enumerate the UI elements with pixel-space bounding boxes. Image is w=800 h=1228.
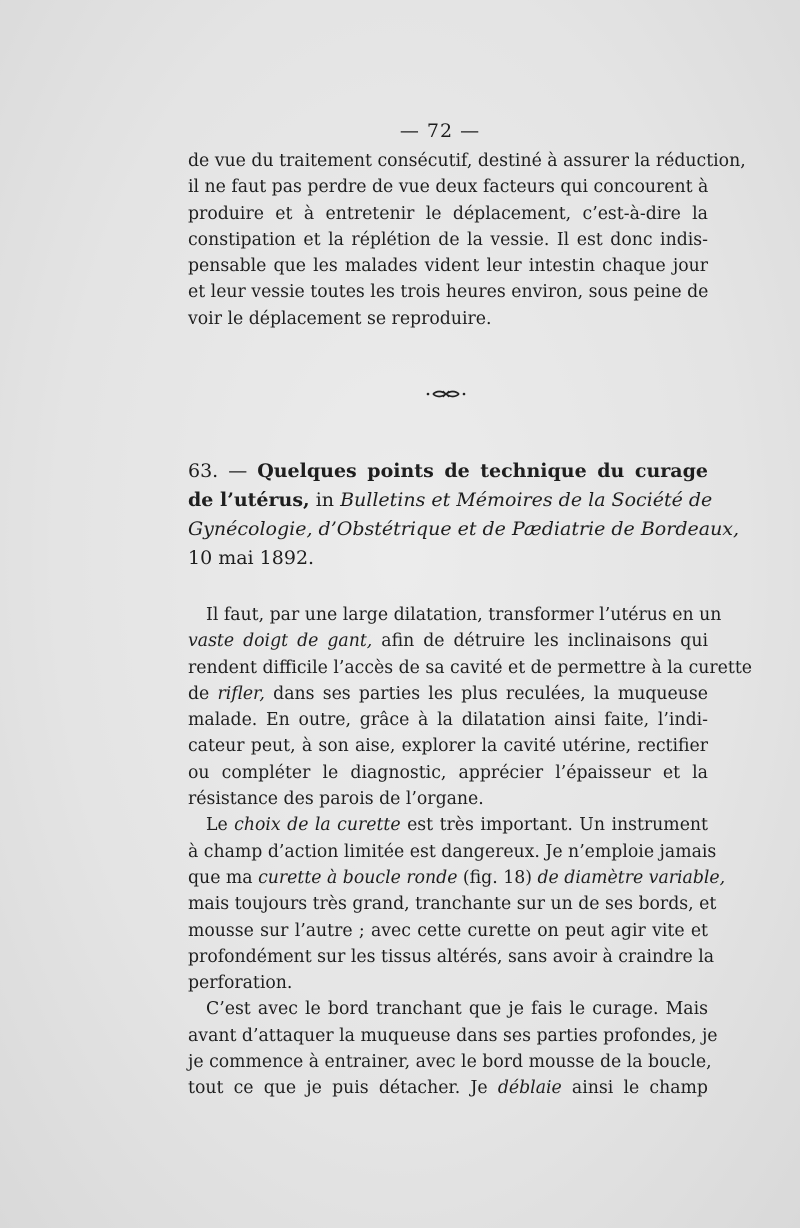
source-date: 10 mai 1892. [188, 547, 315, 569]
text-line: je commence à entrainer, avec le bord mousse de la boucle, [188, 1052, 712, 1073]
section-heading [188, 457, 740, 573]
text-run: afin de détruire les inclinaisons qui [372, 631, 709, 652]
text-run: ainsi le champ [561, 1078, 708, 1099]
italic-phrase: déblaie [497, 1078, 562, 1099]
text-line: profondément sur les tissus altérés, sans avoir à craindre la [188, 946, 715, 967]
text-line: cateur peut, à son aise, explorer la cavité utérine, rectifier [188, 736, 708, 757]
text-line: mais toujours très grand, tranchante sur un de ses bords, et [188, 894, 717, 915]
text-run: est très important. Un instrument [400, 815, 708, 836]
continuation-paragraph [188, 148, 746, 332]
italic-phrase: curette à boucle ronde [258, 867, 458, 888]
italic-phrase: de diamètre variable, [537, 867, 726, 888]
text-line: résistance des parois de l’organe. [188, 789, 484, 810]
text-line: il ne faut pas perdre de vue deux facteurs qui concourent à [188, 177, 709, 198]
text-line: rendent difficile l’accès de sa cavité et de permettre à la curette [188, 657, 752, 678]
text-line [188, 812, 708, 838]
text-line: C’est avec le bord tranchant que je fais le curage. Mais [206, 999, 708, 1020]
text-line: produire et à entretenir le déplacement, c’est-à-dire la [188, 203, 708, 224]
text-line [188, 628, 708, 654]
body-text [188, 602, 752, 1102]
text-run: Le [206, 815, 235, 836]
text-line: mousse sur l’autre ; avec cette curette on peut agir vite et [188, 920, 708, 941]
text-run: tout ce que je puis détacher. Je [188, 1078, 498, 1099]
text-line: Il faut, par une large dilatation, transformer l’utérus en un [206, 605, 722, 625]
text-run: de [188, 683, 218, 704]
section-title: Quelques points de technique du curage [257, 460, 708, 482]
source-title-cont: Gynécologie, d’Obstétrique et de Pædiatrie de Bordeaux, [188, 518, 740, 540]
fleuron-ornament-icon [424, 384, 468, 404]
text-line: pensable que les malades vident leur intestin chaque jour [188, 256, 708, 277]
text-line: voir le déplacement se reproduire. [188, 308, 492, 329]
paragraph [188, 996, 718, 1101]
text-line: perforation. [188, 973, 293, 994]
text-run: dans ses parties les plus reculées, la muqueuse [264, 683, 708, 704]
text-line [188, 681, 708, 707]
text-line: malade. En outre, grâce à la dilatation ainsi faite, l’indi- [188, 710, 708, 731]
source-title: Bulletins et Mémoires de la Société de [340, 489, 713, 511]
in-word: in [315, 489, 335, 511]
section-number: 63. — [188, 460, 248, 482]
section-title-cont: de l’utérus, [188, 489, 310, 511]
text-run: (fig. 18) [457, 867, 538, 888]
paragraph [188, 602, 752, 812]
text-line: à champ d’action limitée est dangereux. Je n’emploie jamais [188, 841, 717, 862]
text-line: ou compléter le diagnostic, apprécier l’épaisseur et la [188, 762, 708, 783]
text-line: avant d’attaquer la muqueuse dans ses parties profondes, je [188, 1025, 718, 1046]
text-line [188, 865, 726, 891]
page-number: — 72 — [399, 120, 481, 142]
text-line: de vue du traitement consécutif, destiné à assurer la réduction, [188, 151, 746, 171]
text-run: que ma [188, 867, 259, 888]
italic-phrase: vaste doigt de gant, [188, 631, 373, 652]
italic-phrase: choix de la curette [234, 815, 401, 836]
text-line [188, 1075, 708, 1101]
text-line: constipation et la réplétion de la vessie. Il est donc indis- [188, 229, 708, 250]
paragraph [188, 812, 726, 996]
heading-line [188, 457, 708, 486]
text-line: et leur vessie toutes les trois heures environ, sous peine de [188, 282, 709, 303]
italic-phrase: rifler, [217, 683, 265, 704]
heading-line [188, 486, 713, 515]
